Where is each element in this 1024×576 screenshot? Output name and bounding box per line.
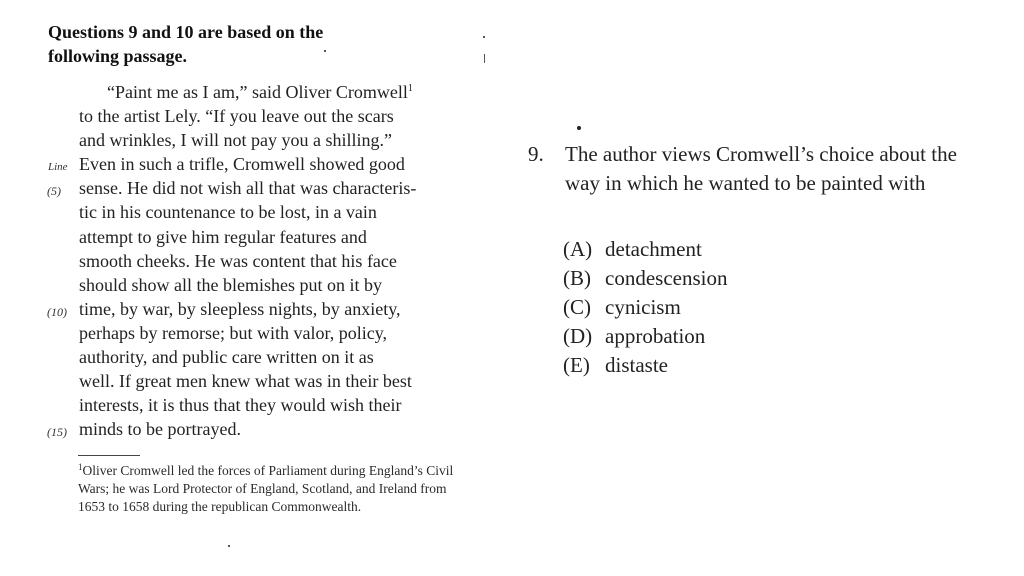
choice-text: distaste: [605, 353, 668, 377]
answer-choice-e[interactable]: [563, 351, 983, 380]
passage-line-text: attempt to give him regular features and: [79, 226, 367, 247]
passage-line: [0, 128, 480, 152]
passage-line-text: and wrinkles, I will not pay you a shilling.”: [79, 130, 392, 151]
passage-line: [0, 104, 480, 128]
reading-passage: [0, 80, 480, 441]
line-number: (15): [47, 425, 67, 440]
passage-line-text: Even in such a trifle, Cromwell showed good: [79, 154, 405, 175]
passage-line: [0, 225, 480, 249]
choice-letter: (A): [563, 237, 593, 261]
passage-line-text: time, by war, by sleepless nights, by anxiety,: [79, 298, 401, 319]
footnote-marker: 1: [78, 462, 83, 472]
footnote-text: Oliver Cromwell led the forces of Parliament during England’s Civil Wars; he was Lord Protector of England, Scotland, and Ireland from 1653 to 1658 during the republican Commonwealth.: [78, 463, 454, 514]
choice-text: condescension: [605, 266, 728, 290]
passage-line: [0, 345, 480, 369]
heading-line-2: following passage.: [48, 46, 188, 66]
scan-speck: [577, 126, 581, 130]
passage-line-text: to the artist Lely. “If you leave out the scars: [79, 106, 394, 127]
passage-line-text: “Paint me as I am,” said Oliver Cromwell: [107, 82, 408, 102]
passage-line: [0, 200, 480, 224]
scan-speck: [228, 545, 230, 547]
scan-speck: [324, 50, 326, 52]
answer-choice-a[interactable]: [563, 235, 983, 264]
answer-choice-d[interactable]: [563, 322, 983, 351]
passage-line-text: minds to be portrayed.: [79, 419, 241, 440]
passage-line-text: should show all the blemishes put on it by: [79, 274, 382, 295]
footnote: [78, 462, 458, 516]
footnote-divider: [78, 455, 140, 456]
choice-text: detachment: [605, 237, 702, 261]
passage-line: [0, 152, 480, 176]
answer-choices: [563, 235, 983, 380]
choice-letter: (B): [563, 266, 591, 290]
passage-line-text: well. If great men knew what was in their best: [79, 371, 412, 392]
passage-line: [0, 321, 480, 345]
answer-choice-b[interactable]: [563, 264, 983, 293]
passage-line: [0, 369, 480, 393]
line-number: (10): [47, 304, 67, 319]
scan-speck: [483, 36, 485, 38]
heading-line-1: Questions 9 and 10 are based on the: [48, 22, 324, 42]
passage-line: [0, 417, 480, 441]
line-label: Line: [48, 161, 68, 174]
choice-letter: (E): [563, 353, 590, 377]
passage-line-text: sense. He did not wish all that was characteris-: [79, 178, 417, 199]
passage-line-text: authority, and public care written on it as: [79, 347, 374, 368]
passage-heading: [48, 20, 448, 68]
question-stem: The author views Cromwell’s choice about the way in which he wanted to be painted with: [565, 142, 957, 195]
passage-line: [0, 273, 480, 297]
choice-text: approbation: [605, 324, 706, 348]
passage-line: [0, 393, 480, 417]
passage-line-text: tic in his countenance to be lost, in a vain: [79, 202, 377, 223]
scan-speck: [484, 54, 485, 63]
choice-letter: (C): [563, 295, 591, 319]
choice-text: cynicism: [605, 295, 681, 319]
passage-line-text: interests, it is thus that they would wish their: [79, 395, 402, 416]
passage-line: [0, 297, 480, 321]
passage-line-text: perhaps by remorse; but with valor, policy,: [79, 322, 388, 343]
passage-line: [0, 249, 480, 273]
choice-letter: (D): [563, 324, 593, 348]
passage-line: [0, 80, 480, 104]
question-number: 9.: [528, 142, 544, 166]
line-number: (5): [47, 184, 61, 199]
answer-choice-c[interactable]: [563, 293, 983, 322]
passage-line-text: smooth cheeks. He was content that his face: [79, 250, 397, 271]
footnote-reference: 1: [407, 83, 413, 94]
passage-line: [0, 176, 480, 200]
